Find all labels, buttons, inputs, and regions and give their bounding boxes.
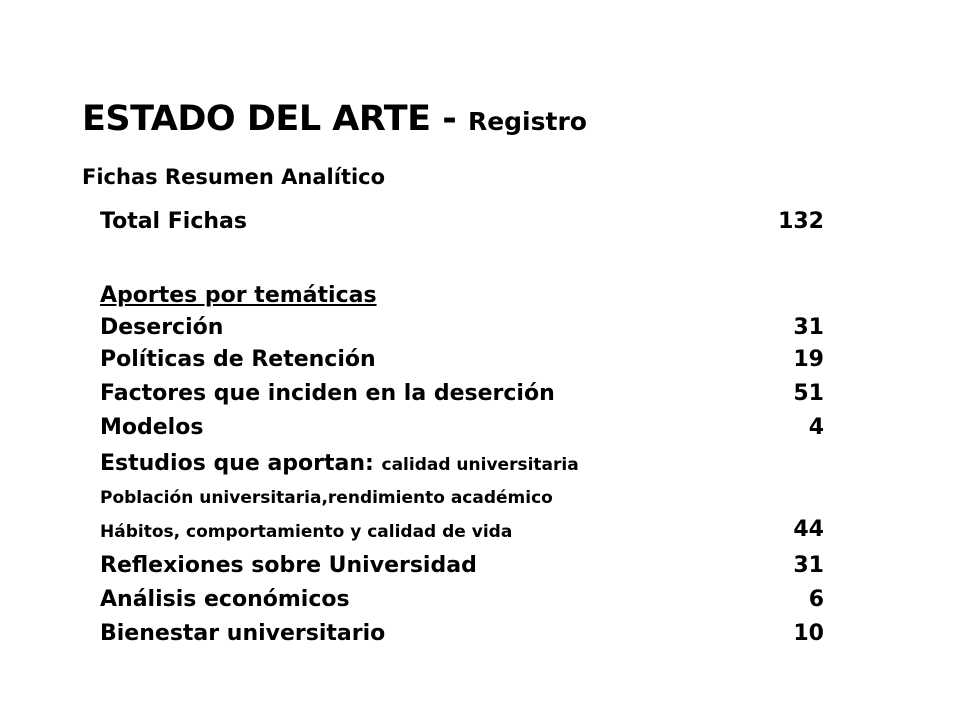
estudios-detail-row [100,480,824,512]
page-subtitle: Fichas Resumen Analítico [82,165,386,189]
list-item [100,312,824,344]
list-item [100,344,824,376]
title-main: ESTADO DEL ARTE - [82,99,468,139]
item-value: 31 [793,553,824,578]
list-item [100,584,824,616]
item-label: Modelos [100,415,204,440]
list-item [100,550,824,582]
list-item [100,378,824,410]
estudios-detail1: calidad universitaria [381,455,579,475]
item-value: 4 [808,415,824,440]
total-label: Total Fichas [100,209,247,234]
estudios-detail2: Población universitaria,rendimiento académico [100,488,553,508]
item-label: Reflexiones sobre Universidad [100,553,477,578]
item-value: 10 [793,621,824,646]
estudios-label [100,451,579,476]
item-label: Análisis económicos [100,587,350,612]
item-value: 31 [793,315,824,340]
item-label: Factores que inciden en la deserción [100,381,555,406]
section-heading: Aportes por temáticas [100,283,377,308]
total-value: 132 [778,209,824,234]
title-sub: Registro [467,107,587,136]
estudios-detail-row [100,514,824,546]
list-item [100,618,824,650]
item-value: 51 [793,381,824,406]
estudios-label-text: Estudios que aportan: [100,451,382,476]
section-heading-row [100,280,824,312]
total-row [100,206,824,238]
item-label: Bienestar universitario [100,621,386,646]
item-label: Políticas de Retención [100,347,376,372]
list-item [100,412,824,444]
item-value: 6 [808,587,824,612]
estudios-row [100,448,824,480]
estudios-detail3: Hábitos, comportamiento y calidad de vida [100,522,513,542]
item-value: 19 [793,347,824,372]
estudios-value: 44 [793,517,824,542]
item-label: Deserción [100,315,224,340]
page-title [82,99,587,139]
